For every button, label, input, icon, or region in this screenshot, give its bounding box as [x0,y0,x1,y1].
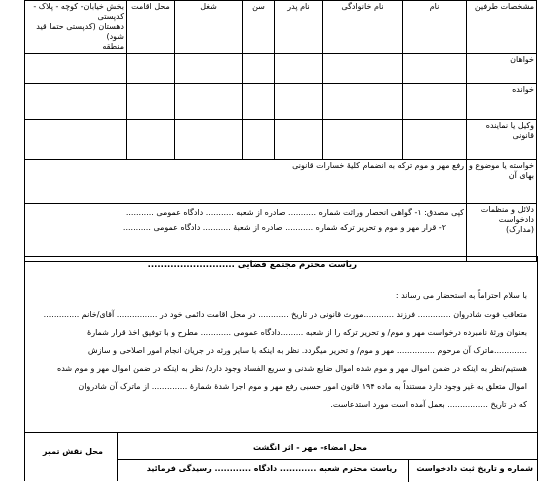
body-para-4: هستیم/نظر به اینکه در ضمن اموال مهر و موم شده اموال ضایع شدنی و سریع الفساد وجود دارد/ نظر به اینکه در ضمن اموال مهر و موم شده [57,364,527,373]
applicant-row [25,54,537,84]
evidence-label: دلائل و منظمات دادخواست (مدارک) [467,204,537,262]
respondent-name-cell[interactable] [403,84,467,120]
lawyer-address-cell[interactable] [25,120,127,160]
respondent-job-cell[interactable] [175,84,243,120]
applicant-family-cell[interactable] [323,54,403,84]
lawyer-job-cell[interactable] [175,120,243,160]
request-text: رفع مهر و موم ترکه به انضمام کلیهٔ خسارات قانونی [25,160,467,204]
signature-label: محل امضاء- مهر - اثر انگشت [252,443,367,452]
lawyer-name-cell[interactable] [403,120,467,160]
respondent-residence-cell[interactable] [127,84,175,120]
header-row [25,1,537,54]
applicant-job-cell[interactable] [175,54,243,84]
applicant-label: خواهان [467,54,537,84]
respondent-address-cell[interactable] [25,84,127,120]
court-referral-line: ریاست محترم شعبه ............ دادگاه ............ رسیدگی فرمائید [146,464,397,473]
header-age: سن [243,1,275,54]
header-address [25,1,127,54]
body-para-3: .............ماترک آن مرحوم ............... مهر و موم/ و تحریر میگردد. نظر به اینکه با سایر ورثه در جریان انجام امور اصلاحی و سازش [87,346,527,355]
header-address-sub1: دهستان (کدپستی حتما قید شود) [36,22,124,41]
header-address-sub2: منطقه [102,42,124,51]
body-para-1: متعاقب فوت شادروان ............. فرزند ............مورث قانونی در تاریخ ............ در محل اقامت دائمی خود در ................ آقای/خانم .............. [43,310,527,319]
lawyer-residence-cell[interactable] [127,120,175,160]
stamp-label: محل نقش تمبر [42,447,103,456]
body-para-6: که در تاریخ ................ بعمل آمده است مورد استدعاست. [330,400,527,409]
header-residence: محل اقامت [127,1,175,54]
header-father: نام پدر [275,1,323,54]
lawyer-father-cell[interactable] [275,120,323,160]
respondent-label: خوانده [467,84,537,120]
body-greeting: با سلام احتراماً به استحضار می رساند : [395,291,527,300]
request-label: خواسته یا موضوع و بهای آن [467,160,537,204]
evidence-line-1: کپی مصدق: ۱- گواهی انحصار وراثت شماره ........... صادره از شعبه ........... دادگاه عمومی ........... [125,208,464,217]
stamp-box [25,433,118,481]
applicant-age-cell[interactable] [243,54,275,84]
respondent-row [25,84,537,120]
form-table [24,0,537,262]
applicant-name-cell[interactable] [403,54,467,84]
lawyer-row [25,120,537,160]
body-para-2: بعنوان ورثهٔ نامبرده درخواست مهر و موم/ و تحریر ترکه را از شعبه .........دادگاه عمومی ............ مطرح و با توفیق اخذ قرار شمارهٔ [87,328,527,337]
applicant-residence-cell[interactable] [127,54,175,84]
body-title: ریاست محترم مجتمع قضایی ........................... [147,260,357,270]
respondent-age-cell[interactable] [243,84,275,120]
registration-box [408,460,537,482]
respondent-family-cell[interactable] [323,84,403,120]
lawyer-family-cell[interactable] [323,120,403,160]
evidence-line-2: ۲- قرار مهر و موم و تحریر ترکه شماره ........... صادره از شعبهٔ ........... دادگاه عمومی ........... [122,223,446,232]
header-address-main: بخش خیابان- کوچه - پلاک - کدپستی [33,2,124,21]
footer-bottom-row [117,459,537,482]
request-row [25,160,537,204]
applicant-address-cell[interactable] [25,54,127,84]
applicant-father-cell[interactable] [275,54,323,84]
petition-body [24,256,538,433]
lawyer-age-cell[interactable] [243,120,275,160]
header-specs: مشخصات طرفین [467,1,537,54]
header-name: نام [403,1,467,54]
footer [24,432,538,481]
lawyer-label: وکیل یا نماینده قانونی [467,120,537,160]
respondent-father-cell[interactable] [275,84,323,120]
evidence-cell [25,204,467,262]
header-job: شغل [175,1,243,54]
registration-label: شماره و تاریخ ثبت دادخواست [416,464,533,473]
header-family: نام خانوادگی [323,1,403,54]
evidence-row [25,204,537,262]
body-para-5: اموال متعلق به غیر وجود دارد مستنداً به ماده ۱۹۴ قانون امور حسبی رفع مهر و موم اجرا شدهٔ شمارهٔ .............. از ماترک آن شادروان [78,382,527,391]
